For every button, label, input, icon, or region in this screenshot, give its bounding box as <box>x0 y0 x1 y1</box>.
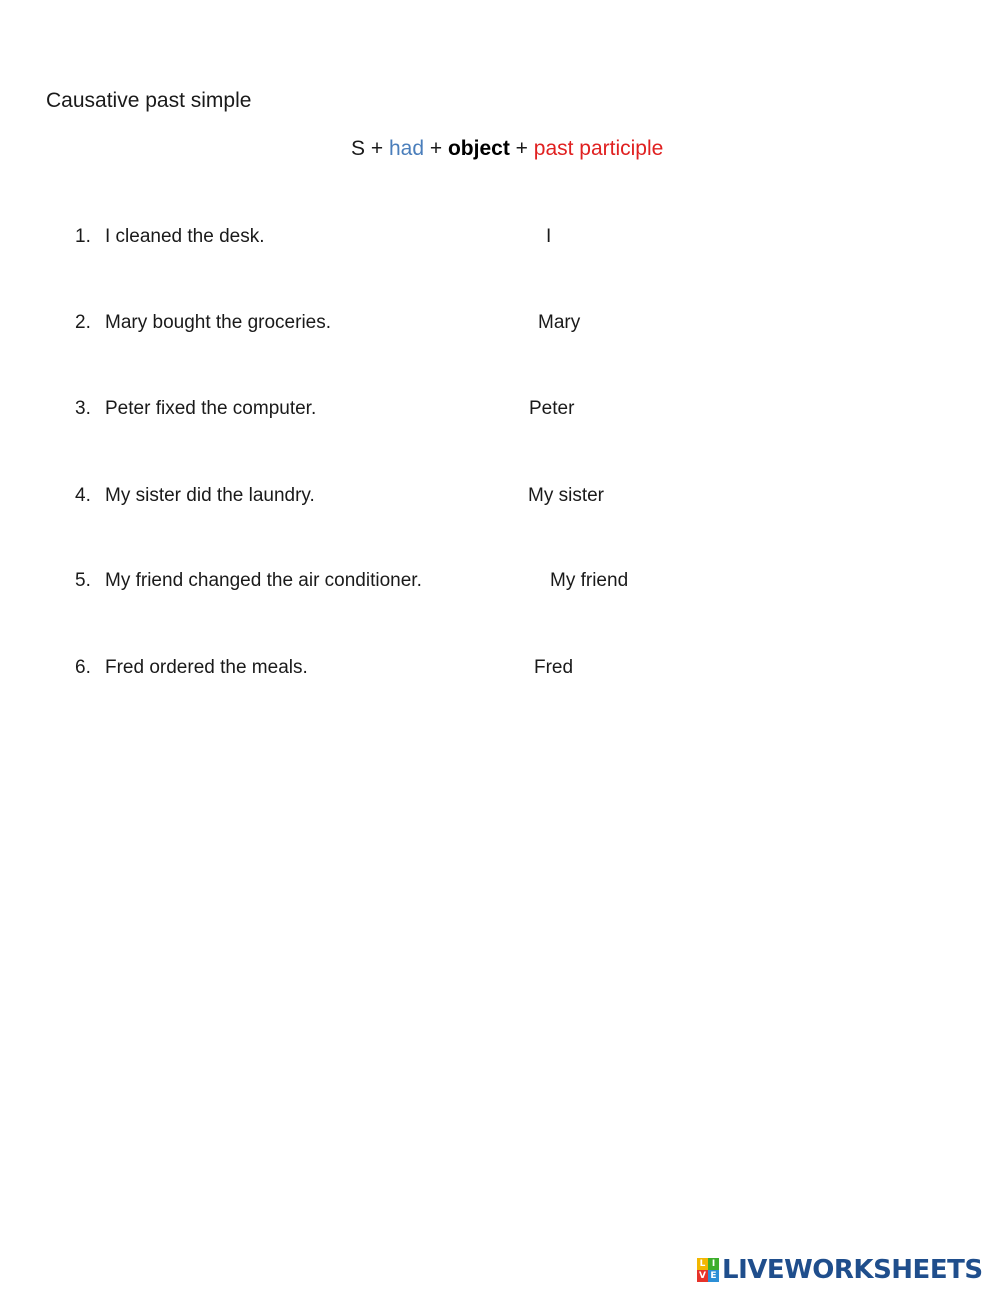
liveworksheets-logo <box>697 1256 983 1284</box>
item-number: 2. <box>75 312 91 333</box>
liveworksheets-mark-icon <box>697 1258 719 1282</box>
page-title: Causative past simple <box>46 89 252 112</box>
mark-letter: V <box>697 1270 708 1282</box>
item-number: 1. <box>75 226 91 247</box>
item-answer-subject: I <box>546 226 552 247</box>
formula-object: object <box>447 137 510 160</box>
item-number: 6. <box>75 657 91 678</box>
mark-letter: E <box>708 1270 719 1282</box>
exercise-item <box>0 568 1000 596</box>
item-answer-subject: My friend <box>550 570 629 591</box>
logo-wordmark: LIVEWORKSHEETS <box>722 1255 983 1285</box>
exercise-item <box>0 224 1000 252</box>
item-number: 4. <box>75 485 91 506</box>
exercise-item <box>0 396 1000 424</box>
formula-past-participle: past participle <box>533 137 664 160</box>
item-sentence: Mary bought the groceries. <box>105 312 332 333</box>
item-answer-subject: Fred <box>534 657 574 678</box>
formula-had: had <box>388 137 425 160</box>
exercise-item <box>0 310 1000 338</box>
formula-plus: + <box>429 137 443 160</box>
item-sentence: I cleaned the desk. <box>105 226 265 247</box>
mark-letter: I <box>708 1258 719 1270</box>
item-answer-subject: Peter <box>529 398 575 419</box>
exercise-item <box>0 483 1000 511</box>
formula-plus: + <box>370 137 384 160</box>
item-sentence: My friend changed the air conditioner. <box>105 570 422 591</box>
formula-subject: S <box>351 137 366 160</box>
exercise-item <box>0 655 1000 683</box>
formula-plus: + <box>515 137 528 160</box>
item-number: 3. <box>75 398 91 419</box>
mark-letter: L <box>697 1258 708 1270</box>
item-sentence: Peter fixed the computer. <box>105 398 317 419</box>
item-sentence: My sister did the laundry. <box>105 485 315 506</box>
item-answer-subject: My sister <box>528 485 604 506</box>
item-answer-subject: Mary <box>538 312 581 333</box>
item-sentence: Fred ordered the meals. <box>105 657 308 678</box>
item-number: 5. <box>75 570 91 591</box>
